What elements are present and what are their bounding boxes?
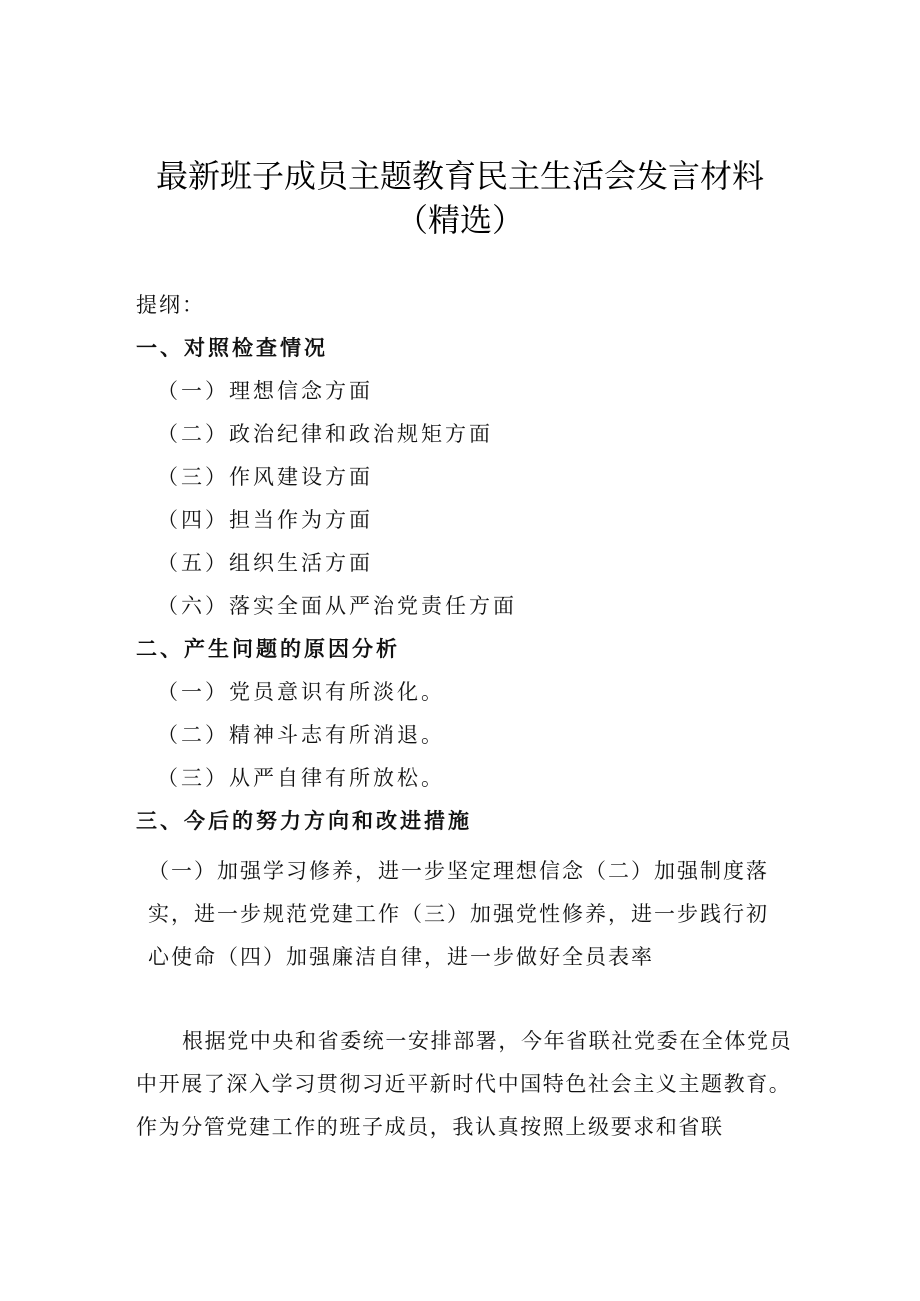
measures-line: 心使命（四）加强廉洁自律，进一步做好全员表率 (148, 945, 654, 969)
section-heading-3: 三、今后的努力方向和改进措施 (136, 808, 472, 833)
document-title-line-2: （精选） (395, 201, 524, 239)
outline-item: （五）组织生活方面 (157, 551, 373, 575)
outline-label: 提纲： (136, 293, 205, 317)
measures-line: （一）加强学习修养，进一步坚定理想信念（二）加强制度落 (148, 859, 769, 883)
outline-item: （六）落实全面从严治党责任方面 (157, 594, 517, 618)
outline-item: （三）作风建设方面 (157, 465, 373, 489)
outline-item: （一）党员意识有所淡化。 (157, 680, 445, 704)
section-heading-2: 二、产生问题的原因分析 (136, 636, 400, 661)
outline-item: （二）政治纪律和政治规矩方面 (157, 422, 493, 446)
outline-item: （二）精神斗志有所消退。 (157, 723, 445, 747)
measures-line: 实，进一步规范党建工作（三）加强党性修养，进一步践行初 (148, 902, 769, 926)
measures-paragraph (148, 850, 788, 979)
outline-item: （一）理想信念方面 (157, 379, 373, 403)
section-heading-1: 一、对照检查情况 (136, 335, 328, 360)
outline-item: （三）从严自律有所放松。 (157, 766, 445, 790)
body-paragraph: 根据党中央和省委统一安排部署，今年省联社党委在全体党员中开展了深入学习贯彻习近平新时代中国特色社会主义主题教育。作为分管党建工作的班子成员，我认真按照上级要求和省联 (136, 1029, 793, 1139)
outline-item: （四）担当作为方面 (157, 508, 373, 532)
document-title-line-1: 最新班子成员主题教育民主生活会发言材料 (155, 157, 764, 195)
